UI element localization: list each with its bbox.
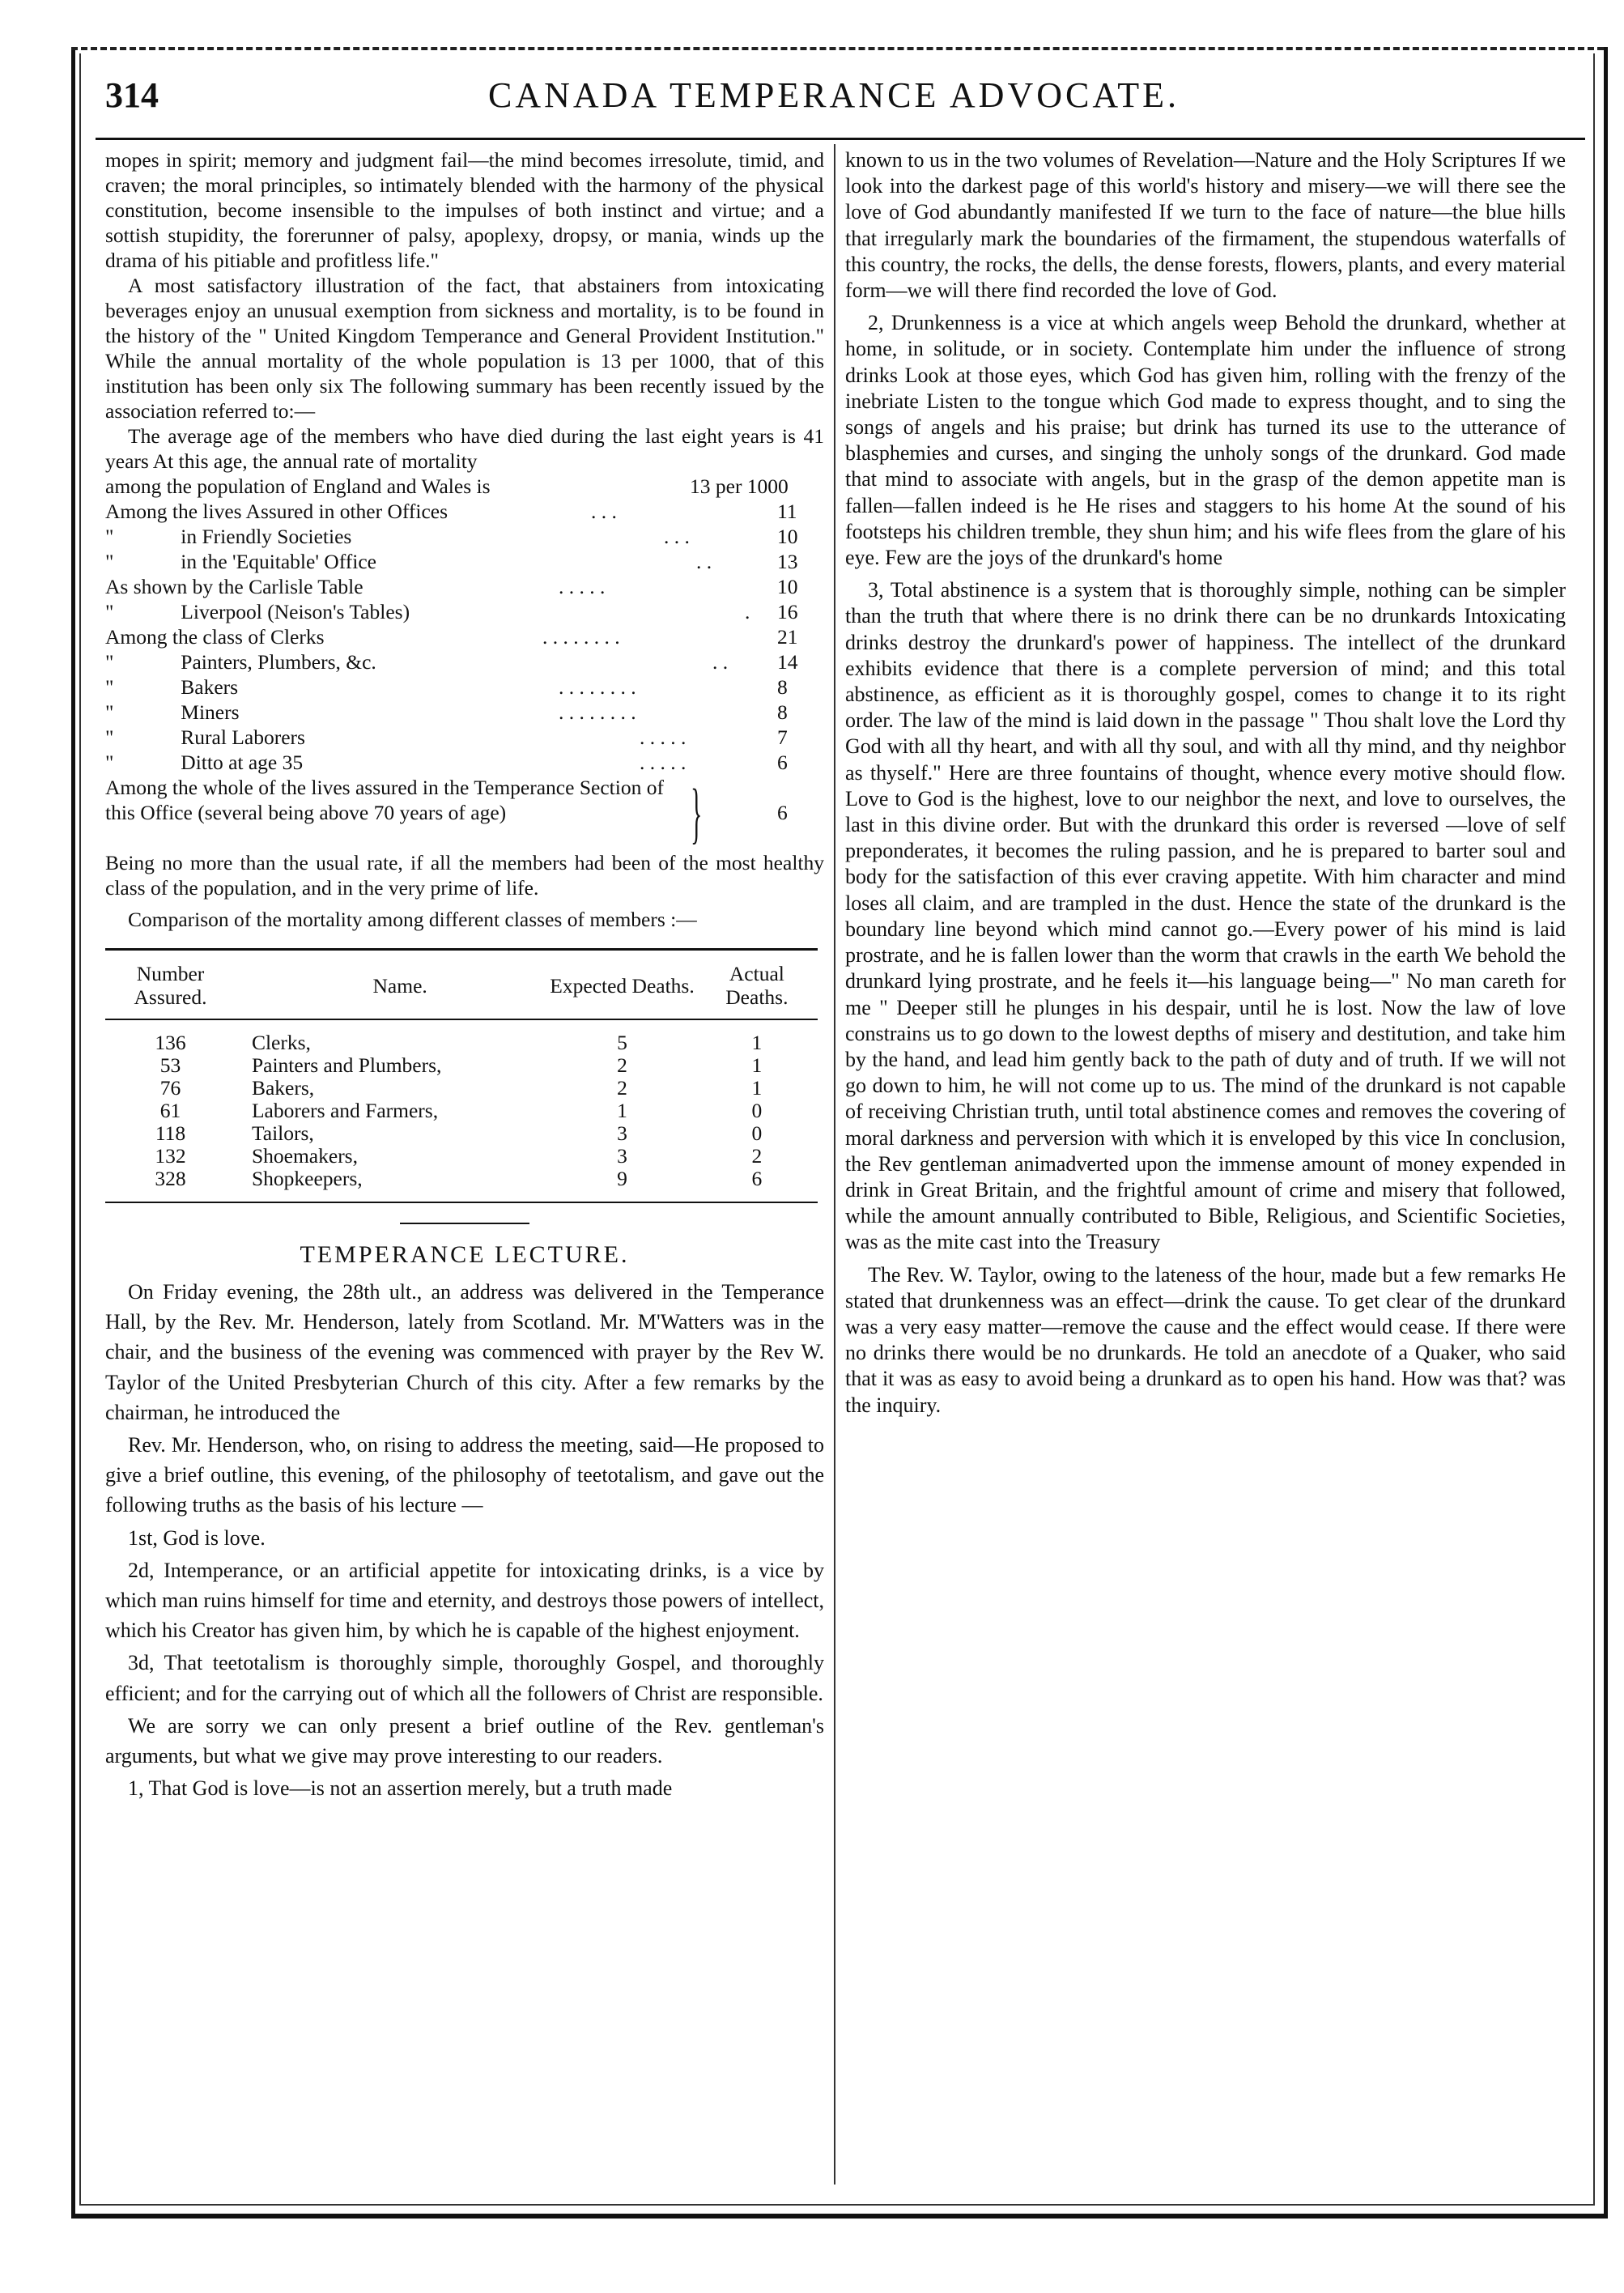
- column-header: Number Assured.: [105, 950, 236, 1020]
- lecture-report: [105, 1277, 824, 1803]
- table-cell: Shopkeepers,: [236, 1168, 548, 1202]
- page-number: 314: [105, 75, 159, 115]
- leader-dots: . .: [712, 650, 729, 674]
- table-cell: 328: [105, 1168, 236, 1202]
- stat-label: among the population of England and Wales is: [105, 474, 491, 498]
- stat-label: " in Friendly Societies: [105, 525, 352, 548]
- leader-dots: . . .: [664, 525, 690, 548]
- left-column: [105, 147, 824, 1806]
- paragraph: 3d, That teetotalism is thoroughly simple, thoroughly Gospel, and thoroughly efficient; and for the carrying out of which all the followers of Christ are responsible.: [105, 1651, 824, 1705]
- stat-row: [105, 725, 824, 750]
- mortality-table: [105, 948, 818, 1203]
- table-cell: 5: [617, 1031, 627, 1054]
- table-cell: Painters and Plumbers,: [251, 1053, 442, 1077]
- stat-value: 10: [777, 525, 798, 548]
- stat-label: Among the lives Assured in other Offices: [105, 500, 449, 523]
- paragraph: We are sorry we can only present a brief outline of the Rev. gentleman's arguments, but what we give may prove interesting to our readers.: [105, 1713, 824, 1768]
- stat-row: [105, 574, 824, 599]
- stat-row: [105, 750, 824, 775]
- table-cell: 53: [159, 1053, 181, 1077]
- paragraph: 2, Drunkenness is a vice at which angels weep Behold the drunkard, whether at home, in solitude, or in society. Contemplate him under the influence of strong drinks Look at those eyes, which God has given him, rolling with the frenzy of the inebriate Listen to the tongue which God made to express thought, and to sing the songs of angels and his praise; but drink has turned its use to the utterance of blasphemies and curses, and singing the unholy songs of the drunkard. God made that mind to associate with angels, but in the grasp of the demon appetite man is fallen—fallen indeed is he He rises and staggers to his home At the sound of his footsteps his children tremble, they shun him; and his wife flees from the glare of his eye. Few are the joys of the drunkard's home: [845, 311, 1566, 570]
- table-row: [105, 1077, 818, 1100]
- table-cell: 136: [155, 1031, 186, 1054]
- column-header: Name.: [236, 950, 548, 1020]
- column-header: Actual Deaths.: [696, 950, 818, 1020]
- leader-dots: . . . . .: [640, 751, 687, 774]
- paragraph: 1st, God is love.: [128, 1525, 266, 1550]
- stat-value: 7: [777, 725, 788, 749]
- running-title: CANADA TEMPERANCE ADVOCATE.: [487, 75, 1180, 115]
- stat-value: 11: [777, 500, 797, 523]
- leader-dots: . . . . . . . .: [542, 625, 620, 649]
- stat-label: " Ditto at age 35: [105, 751, 304, 774]
- stat-row: [105, 649, 824, 674]
- temperance-section-stat: [105, 775, 824, 850]
- stat-value: 13: [777, 550, 798, 573]
- table-cell: Shoemakers,: [251, 1144, 358, 1168]
- stat-value: 6: [777, 801, 788, 824]
- table-cell: 76: [159, 1076, 181, 1100]
- stat-row: [105, 674, 824, 700]
- paragraph: On Friday evening, the 28th ult., an address was delivered in the Temperance Hall, by the Rev. Mr. Henderson, lately from Scotland. Mr. M'Watters was in the chair, and the business of the evening was commenced with prayer by the Rev W. Taylor of the United Presbyterian Church of this city. After a few remarks by the chairman, he introduced the: [105, 1280, 824, 1424]
- table-cell: 1: [617, 1099, 627, 1122]
- stat-row: [105, 700, 824, 725]
- header-rule: [96, 138, 1585, 140]
- leader-dots: . . .: [591, 500, 617, 523]
- table-cell: 1: [751, 1031, 763, 1054]
- table-row: [105, 1168, 818, 1202]
- paragraph: Being no more than the usual rate, if all the members had been of the most healthy class of the population, and in the very prime of life.: [105, 851, 824, 900]
- column-divider: [834, 144, 835, 2185]
- table-cell: 3: [617, 1121, 627, 1145]
- leader-dots: . .: [696, 550, 712, 573]
- right-column: [845, 147, 1566, 1425]
- table-cell: 3: [617, 1144, 627, 1168]
- stat-label: " in the 'Equitable' Office: [105, 550, 376, 573]
- table-cell: 118: [155, 1121, 186, 1145]
- table-cell: 0: [751, 1099, 763, 1122]
- leader-dots: . . . . . . . .: [559, 700, 636, 724]
- paragraph: 1, That God is love—is not an assertion merely, but a truth made: [128, 1776, 673, 1801]
- table-row: [105, 1100, 818, 1122]
- stat-value: 10: [777, 575, 798, 598]
- stat-label: " Painters, Plumbers, &c.: [105, 650, 376, 674]
- table-cell: 2: [751, 1144, 763, 1168]
- table-row: [105, 1122, 818, 1145]
- curly-brace: }: [691, 776, 703, 851]
- table-row: [105, 1145, 818, 1168]
- table-cell: 1: [751, 1076, 763, 1100]
- stat-row: [105, 549, 824, 574]
- table-cell: 2: [617, 1053, 627, 1077]
- stat-value: 8: [777, 675, 788, 699]
- table-cell: Bakers,: [251, 1076, 315, 1100]
- page-border-top: [71, 47, 1604, 50]
- stat-label: " Bakers: [105, 675, 239, 699]
- paragraph: A most satisfactory illustration of the fact, that abstainers from intoxicating beverages enjoy an unusual exemption from sickness and mortality, is to be found in the history of the " United Kingdom Temperance and General Provident Institution." While the annual mortality of the whole population is 13 per 1000, that of this institution has been only six The following summary has been recently issued by the association referred to:—: [105, 274, 824, 423]
- paragraph: mopes in spirit; memory and judgment fail—the mind becomes irresolute, timid, and craven; the moral principles, so intimately blended with the harmony of the physical constitution, become insensible to the impulses of both instinct and virtue; and a sottish stupidity, the forerunner of palsy, apoplexy, dropsy, or mania, winds up the drama of his pitiable and profitless life.": [105, 148, 824, 272]
- paragraph: 3, Total abstinence is a system that is thoroughly simple, nothing can be simpler than the truth that where there is no drink there can be no drunkards Intoxicating drinks destroy the drunkard's power of happiness. The intellect of the drunkard exhibits evidence that there is a complete perversion of mind; and this total abstinence, as efficient as it is thoroughly gospel, comes to change it to its right order. The law of the mind is laid down in the passage " Thou shalt love the Lord thy God with all thy heart, and with all thy soul, and with all thy mind, and thy neighbor as thyself." Here are three fountains of thought, whence every motive should flow. Love to God is the highest, love to our neighbor the next, and love to ourselves, the last in this divine order. But with the drunkard this order is reversed —love of self preponderates, it becomes the ruling passion, and he is prepared to barter soul and body for the satisfaction of this ever craving appetite. With him character and mind loses all claim, and are trampled in the dust. Hence the state of the drunkard is the boundary line beyond which mind cannot go.—Every power of his mind is laid prostrate, and he is fallen lower than the worm that crawls in the earth We behold the drunkard lying prostrate, and he feels it—his language being—" No man careth for me " Deeper still he plunges in his despair, until he is lost. Now the law of love constrains us to go down to the lowest depths of misery and destitution, and take him by the hand, and lead him gently back to the path of duty and of truth. If we will not go down to him, he will not come up to us. The mind of the drunkard is not capable of receiving Christian truth, until total abstinence comes and removes the covering of moral darkness and perversion with which it is enveloped by this vice In conclusion, the Rev gentleman animadverted upon the immense amount of money expended in drink in Great Britain, and the frightful amount of crime and misery that followed, while the amount annually contributed to Bible, Religious, and Scientific Societies, was as the mite cast into the Treasury: [845, 578, 1566, 1254]
- paragraph: The Rev. W. Taylor, owing to the lateness of the hour, made but a few remarks He stated that drunkenness was an effect—drink the cause. To get clear of the drunkard was a very easy matter—remove the cause and the effect would cease. If there were no drinks there would be no drunkards. He told an anecdote of a Quaker, who said that it was as easy to avoid being a drunkard as to open his hand. How was that? was the inquiry.: [845, 1262, 1566, 1417]
- stat-label: " Liverpool (Neison's Tables): [105, 600, 410, 623]
- table-cell: 2: [617, 1076, 627, 1100]
- page-header: [105, 74, 1562, 123]
- stat-label: As shown by the Carlisle Table: [105, 575, 363, 598]
- leader-dots: .: [745, 600, 750, 623]
- table-header-row: [105, 950, 818, 1020]
- table-cell: Laborers and Farmers,: [251, 1099, 439, 1122]
- paragraph: The average age of the members who have died during the last eight years is 41 years At this age, the annual rate of mortality: [105, 424, 824, 473]
- stat-value: 8: [777, 700, 788, 724]
- stat-label: " Rural Laborers: [105, 725, 305, 749]
- table-cell: Clerks,: [251, 1031, 311, 1054]
- stat-label: Among the whole of the lives assured in the Temperance Section of this Office (several being above 70 years of age): [105, 776, 664, 824]
- stat-value: 16: [777, 600, 798, 623]
- table-cell: 1: [751, 1053, 763, 1077]
- table-row: [105, 1054, 818, 1077]
- column-header: Expected Deaths.: [548, 950, 695, 1020]
- paragraph: Rev. Mr. Henderson, who, on rising to address the meeting, said—He proposed to give a brief outline, this evening, of the philosophy of teetotalism, and gave out the following truths as the basis of his lecture —: [105, 1433, 824, 1517]
- stat-value: 21: [777, 625, 798, 649]
- table-cell: 61: [159, 1099, 181, 1122]
- stat-row: [105, 499, 824, 524]
- stat-value: 14: [777, 650, 798, 674]
- stat-row: [105, 624, 824, 649]
- table-cell: 132: [155, 1144, 186, 1168]
- table-row: [105, 1019, 818, 1054]
- table-cell: 9: [548, 1168, 695, 1202]
- stat-row: [105, 474, 824, 499]
- section-title: TEMPERANCE LECTURE.: [300, 1241, 630, 1268]
- leader-dots: . . . . .: [640, 725, 687, 749]
- stat-value: 13 per 1000: [690, 474, 789, 498]
- stat-row: [105, 524, 824, 549]
- stat-label: Among the class of Clerks: [105, 625, 325, 649]
- mortality-stats-list: [105, 474, 824, 775]
- stat-label: " Miners: [105, 700, 240, 724]
- table-cell: Tailors,: [251, 1121, 314, 1145]
- section-rule: [400, 1223, 529, 1224]
- paragraph: Comparison of the mortality among different classes of members :—: [128, 908, 697, 931]
- leader-dots: . . . . .: [559, 575, 606, 598]
- leader-dots: . . . . . . . .: [559, 675, 636, 699]
- table-cell: 0: [751, 1121, 763, 1145]
- paragraph: 2d, Intemperance, or an artificial appetite for intoxicating drinks, is a vice by which man ruins himself for time and eternity, and destroys those powers of intellect, which his Creator has given him, by which he is capable of the highest enjoyment.: [105, 1558, 824, 1643]
- stat-row: [105, 599, 824, 624]
- stat-value: 6: [777, 751, 788, 774]
- table-cell: 6: [696, 1168, 818, 1202]
- paragraph: known to us in the two volumes of Revelation—Nature and the Holy Scriptures If we look into the darkest page of this world's history and misery—we will there see the love of God abundantly manifested If we turn to the face of nature—the blue hills that irregularly mark the boundaries of the firmament, the stupendous waterfalls of this country, the rocks, the dells, the dense forests, flowers, plants, and every material form—we will there find recorded the love of God.: [845, 148, 1566, 303]
